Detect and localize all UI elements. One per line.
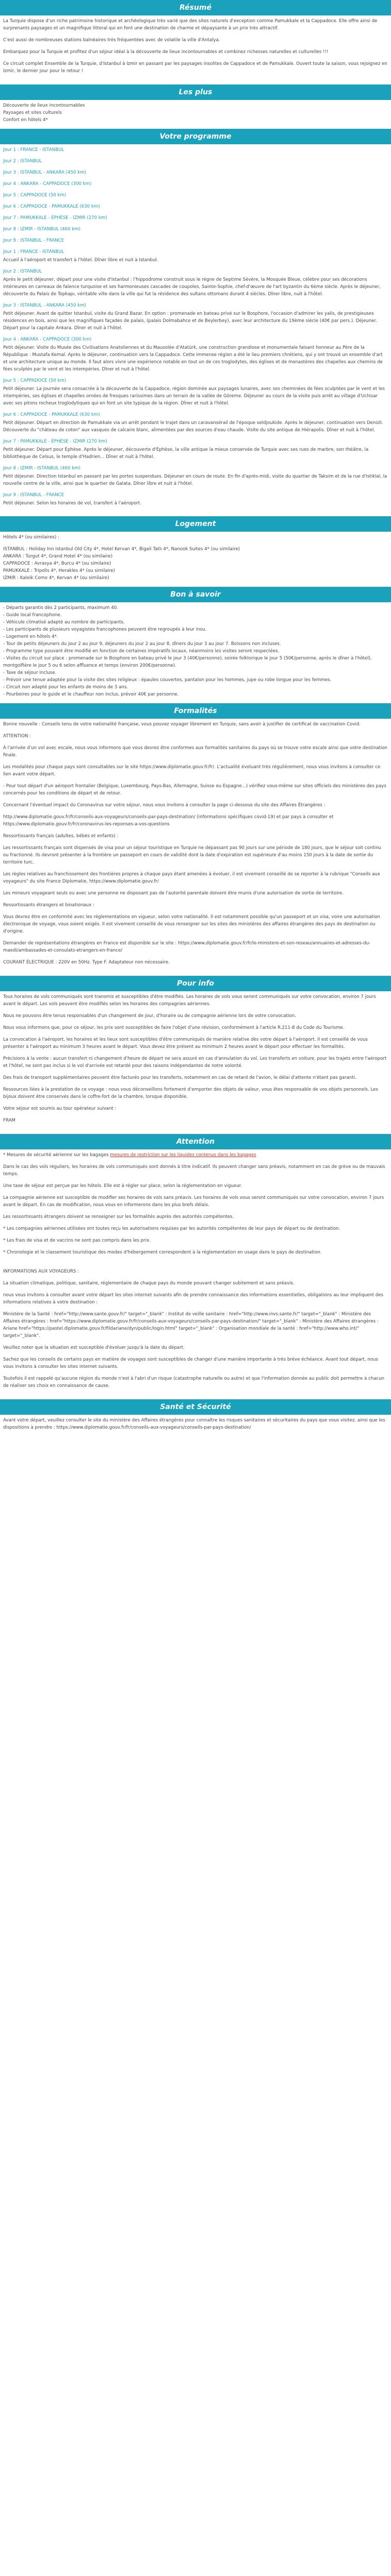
program-day-title: Jour 5 : CAPPADOCE (50 km) (3, 193, 67, 198)
section-title-sante-securite: Santé et Sécurité (0, 1399, 391, 1415)
program-day (3, 268, 388, 298)
bon-a-savoir-item: - Les participants de plusieurs voyagistes francophones peuvent être regroupés à leur insu. (3, 627, 207, 632)
pour-info-paragraph: Tous horaires de vols communiqués sont transmis et susceptibles d'être modifiés. Les horaires de vols vous seront communiqués sur votre convocation, environ 7 jours avant le départ. Les vols peuvent être modifiés selon les horaires des compagnies aériennes. (3, 994, 376, 1007)
logement-section (0, 532, 391, 587)
program-day-title: Jour 6 : CAPPADOCE - PAMUKKALE (630 km) (3, 412, 100, 417)
program-day-title: Jour 9 : ISTANBUL - FRANCE (3, 238, 64, 243)
program-day-description: Petit déjeuner. La journée sera consacrée à la découverte de la Cappadoce, région dominée aux paysages lunaires, avec ses cheminées de fées sculptées par le vent et les intempéries, ses églises et chapelles ornées de fresques rarissimes dans un terrain de la vallée de Göreme. Déjeuner au cours de la visite puis arrêt au village d'Uchisar avec ses pitons rocheux troglodytiques qui en font un site typique de la région. Dîner et nuit à l'hôtel. (3, 386, 385, 406)
bon-a-savoir-item: - Visites du circuit sur place : promenade sur le Bosphore en bateau privé le jour 3 (40€/personne), soirée folklorique le jour 5 (50€/personne, après le dîner à l'hôtel), montgolfière le jour 5 ou 6 selon affluence et temps (environ 200€/personne). (3, 656, 372, 668)
programme-section (0, 144, 391, 516)
formalites-paragraph: Demander de représentations étrangères en France est disponible sur le site : https://www.diplomatie.gouv.fr/fr/le-ministere-et-son-reseau/annuaires-et-adresses-du-maedi/ambassades-et-consulats-etrangers-en-france/ (3, 941, 371, 953)
pour-info-paragraph: Nous vous informons que, pour ce séjour, les prix sont susceptibles de faire l'objet d'une révision, conformément à l'article R.211-8 du Code du Tourisme. (3, 1025, 345, 1030)
attention-paragraph: Une taxe de séjour est perçue par les hôtels. Elle est à régler sur place, selon la réglementation en vigueur. (3, 1183, 242, 1189)
program-day-title: Jour 4 : ANKARA - CAPPADOCE (300 km) (3, 337, 92, 342)
pour-info-paragraph: FRAM (3, 1118, 15, 1123)
plus-item: Confort en hôtels 4* (3, 117, 48, 123)
informations-section (0, 1266, 391, 1399)
bon-a-savoir-item: - Guide local francophone. (3, 613, 62, 618)
resume-paragraph: C'est aussi de nombreuses stations balnéaires très fréquentées avec de volatile la ville d'Antalya. (3, 38, 220, 43)
bon-a-savoir-item: - Logement en hôtels 4*. (3, 634, 58, 639)
formalites-paragraph: - Pour tout départ d'un aéroport frontalier (Belgique, Luxembourg, Pays-Bas, Allemagne, Suisse ou Espagne...) vérifiez vous-même sur sites officiels des ministères des pays concernés pour les conditions de départ et de retour. (3, 784, 386, 796)
formalites-paragraph: COURANT ÉLECTRIQUE : 220V en 50Hz. Type F. Adaptateur non nécessaire. (3, 960, 170, 965)
bon-a-savoir-item: - Prévoir une tenue adaptée pour la visite des sites religieux : épaules couvertes, pantalon pour les hommes, jupe ou robe longue pour les femmes. (3, 677, 332, 683)
bon-a-savoir-item: - Programme type pouvant être modifié en fonction de certaines impératifs locaux, néanmoins les visites seront respectées. (3, 649, 280, 654)
program-day (3, 237, 388, 244)
program-day-title: Jour 8 : IZMIR - ISTANBUL (460 km) (3, 466, 81, 471)
program-day (3, 411, 388, 434)
formalites-paragraph: À l'arrivée d'un vol avec escale, nous vous informons que vous devrez être conformes aux formalités sanitaires du pays où se trouve votre escale ainsi que votre destination finale. (3, 745, 388, 758)
program-day-description: Petit déjeuner. Selon les horaires de vol, transfert à l'aéroport. (3, 501, 141, 506)
section-title-programme: Votre programme (0, 129, 391, 144)
formalites-paragraph: Les règles relatives au franchissement des frontières propres à chaque pays étant amenées à évoluer, il est vivement conseillé de se reporter à la rubrique "Conseils aux voyageurs" du site France Diplomatie, https://www.diplomatie.gouv.fr/ (3, 872, 380, 884)
section-title-logement: Logement (0, 516, 391, 532)
formalites-paragraph: Bonne nouvelle : Conseils tenu de votre nationalité française, vous pouvez voyager librement en Turquie, sans avoir à justifier de certificat de vaccination Covid. (3, 722, 361, 727)
resume-section (0, 15, 391, 84)
plus-item: Paysages et sites culturels (3, 110, 62, 115)
formalites-paragraph: Vous devrez être en conformité avec les réglementations en vigueur, selon votre nationalité. Il est notamment possible qu'un passeport et un visa, voire une autorisation électronique de voyage, vous soient exigés. Il est vivement conseillé de vous renseigner sur les sites des ministères des affaires étrangères des pays de destination ou d'origine. (3, 914, 380, 934)
program-day (3, 214, 388, 222)
program-day (3, 248, 388, 264)
section-title-formalites: Formalités (0, 703, 391, 719)
pour-info-paragraph: Des frais de transport supplémentaires peuvent être facturés pour les transferts, notamment en cas de retard de l'avion, le délai d'attente n'étant pas garanti. (3, 1075, 356, 1080)
program-day-title: Jour 5 : CAPPADOCE (50 km) (3, 378, 67, 383)
program-day (3, 158, 388, 165)
attention-paragraph: Les ressortissants étrangers doivent se renseigner sur les formalités auprès des autorités compétentes. (3, 1214, 234, 1219)
informations-title: INFORMATIONS AUX VOYAGEURS : (3, 1269, 79, 1274)
informations-paragraph: La situation climatique, politique, sanitaire, réglementaire de chaque pays du monde pouvant changer subitement et sans préavis. (3, 1281, 295, 1286)
attention-lead (3, 1151, 388, 1159)
attention-paragraph: La compagnie aérienne est susceptible de modifier ses horaires de vols sans préavis. Les horaires de vols vous seront communiqués sur votre convocation, environ 7 jours avant le départ. En cas de modification, nous vous en informerons dans les plus brefs délais. (3, 1195, 384, 1208)
program-day-title: Jour 6 : CAPPADOCE - PAMUKKALE (630 km) (3, 204, 100, 209)
plus-item: Découverte de lieux incontournables (3, 103, 85, 108)
bon-a-savoir-item: - Taxe de séjour incluse. (3, 670, 57, 675)
formalites-paragraph: Ressortissants étrangers et binationaux : (3, 903, 94, 908)
formalites-paragraph: ATTENTION : (3, 734, 31, 739)
bon-a-savoir-item: - Départs garantis dès 2 participants, maximum 40. (3, 605, 118, 611)
sante-paragraph: Avant votre départ, veuillez consulter le site du ministère des Affaires étrangères pour connaître les risques sanitaires et sécuritaires du pays que vous visitez, ainsi que les dispositions à prendre : https://www.diplomatie.gouv.fr/fr/conseils-aux-voyageurs/conseils-par-pays-destination/ (3, 1418, 385, 1430)
program-day (3, 203, 388, 210)
program-day-description: Petit déjeuner. Départ en direction de Pamukkale via un arrêt pendant le trajet dans un caravansérail de l'époque seldjoukide. Après le déjeuner, continuation vers Denizli. Découverte du "château de coton" aux vasques de calcaire blanc, alimentées par des sources d'eau chaude. Visite du site antique de Hiérapolis. Dîner et nuit à l'hôtel. (3, 420, 383, 433)
program-day (3, 336, 388, 373)
section-title-resume: Résumé (0, 0, 391, 15)
program-day-title: Jour 1 : FRANCE - ISTANBUL (3, 249, 64, 255)
attention-lead-text: * Mesures de sécurité aérienne sur les bagages (3, 1153, 110, 1158)
attention-paragraph: * Les compagnies aériennes utilisées ont toutes reçu les autorisations requises par les autorités compétentes de leur pays de départ ou de destination. (3, 1226, 340, 1231)
bon-a-savoir-item: - Circuit non adapté pour les enfants de moins de 3 ans. (3, 685, 128, 690)
program-day-title: Jour 9 : ISTANBUL - FRANCE (3, 493, 64, 498)
program-day-title: Jour 3 : ISTANBUL - ANKARA (450 km) (3, 303, 86, 308)
bon-a-savoir-item: - Véhicule climatisé adapté au nombre de participants. (3, 620, 125, 625)
resume-paragraph: La Turquie dispose d'un riche patrimoine historique et archéologique très varié que des sites naturels d'exception comme Pamukkale et la Cappadoce. Elle offre ainsi de surprenants paysages et un magnifique littoral qui en font une destination de charme et dépaysante à un prix très attractif. (3, 19, 378, 31)
logement-line: ANKARA : Turgut 4*, Grand Hotel 4* (ou similaire) (3, 554, 113, 559)
program-day (3, 192, 388, 199)
program-day-title: Jour 2 : ISTANBUL (3, 269, 42, 274)
plus-section (0, 100, 391, 129)
section-title-plus: Les plus (0, 84, 391, 100)
logement-line: CAPPADOCE : Avrasya 4*, Burcu 4* (ou similaire) (3, 561, 111, 566)
program-day (3, 226, 388, 233)
program-day (3, 377, 388, 407)
section-title-bon-a-savoir: Bon à savoir (0, 587, 391, 602)
sante-securite-section (0, 1415, 391, 1441)
pour-info-section (0, 991, 391, 1134)
informations-paragraph: Sachez que les conseils de certains pays en matière de voyages sont susceptibles de changer d'une manière importante à très brève échéance. Avant tout départ, nous vous invitons à consulter les sites internet suivants. (3, 1357, 378, 1369)
pour-info-paragraph: La convocation à l'aéroport, les horaires et les lieux sont susceptibles d'être communiqués de manière relative dès votre départ à l'aéroport. Il est conseillé de vous présenter à l'aéroport au minimum 3 heures avant le départ. Vous devez être présent au minimum 2 heures avant le départ pour effectuer les formalités. (3, 1037, 368, 1049)
formalites-paragraph: http://www.diplomatie.gouv.fr/fr/conseils-aux-voyageurs/conseils-par-pays-destination/ (informations spécifiques covid-19) et par pays à consulter et https://www.diplomatie.gouv.fr/fr/coronavirus-les-reponses-a-vos-questions (3, 815, 334, 827)
formalites-paragraph: Ressortissants français (adultes, bébés et enfants) : (3, 834, 119, 839)
attention-section (0, 1149, 391, 1266)
bon-a-savoir-item: - Pourboires pour le guide et le chauffeur non inclus, prévoir 40€ par personne. (3, 692, 179, 697)
pour-info-paragraph: Votre séjour est soumis au tour opérateur suivant : (3, 1106, 117, 1111)
resume-paragraph: Ce circuit complet Ensemble de la Turquie, d'Istanbul à Izmir en passant par les paysages insolites de Cappadoce et de Pamukkale. Ouvert toute la saison, vous rejoignez en Izmir, le dernier jour pour le retour ! (3, 61, 387, 74)
program-day (3, 180, 388, 188)
program-day-description: Petit déjeuner. Départ pour Éphèse. Après le déjeuner, découverte d'Éphèse, la ville antique la mieux conservée de Turquie avec ses rues de marbre, son théâtre, la bibliothèque de Celsus, le temple d'Hadrien... Dîner et nuit à l'hôtel. (3, 447, 369, 460)
attention-paragraph: Dans le cas des vols réguliers, les horaires de vols communiqués sont donnés à titre indicatif. Ils peuvent changer sans préavis, notamment en cas de grève ou de mauvais temps. (3, 1164, 385, 1177)
formalites-paragraph: Concernant l'éventuel impact du Coronavirus sur votre séjour, nous vous invitons à consulter la page ci-dessous du site des Affaires Étrangères : (3, 803, 325, 808)
informations-paragraph: Veuillez noter que la situation est susceptible d'évoluer jusqu'à la date du départ. (3, 1345, 185, 1350)
liquids-restriction-link[interactable]: mesures de restriction sur les liquides contenus dans les bagages (110, 1153, 256, 1158)
pour-info-paragraph: Précisions à la vente : aucun transfert ni changement d'heure de départ ne sera assuré en cas d'annulation du vol. Les transferts en voiture, pour les trajets entre l'aéroport et l'hôtel, ne sont pas inclus si le vol d'arrivée est retardé pour des raisons indépendantes de notre volonté. (3, 1056, 387, 1069)
logement-intro: Hôtels 4* (ou similaires) : (3, 535, 60, 540)
program-day (3, 492, 388, 507)
program-day (3, 169, 388, 176)
pour-info-paragraph: Nous ne pouvons être tenus responsables d'un changement de jour, d'horaire ou de compagnie aérienne lors de votre convocation. (3, 1013, 296, 1019)
program-day-title: Jour 4 : ANKARA - CAPPADOCE (300 km) (3, 181, 92, 187)
program-day (3, 146, 388, 154)
program-day (3, 302, 388, 332)
program-day-title: Jour 1 : FRANCE - ISTANBUL (3, 147, 64, 152)
program-day-description: Petit déjeuner. Direction Istanbul en passant par les portes suspendues. Déjeuner en cours de route. En fin d'après-midi, visite du quartier de Taksim et de la rue d'Istiklal, la nouvelle centre de la ville, ainsi que le quartier de Galata. Dîner libre et nuit à l'hôtel. (3, 474, 387, 486)
program-day-title: Jour 7 : PAMUKKALE - ÉPHÈSE - IZMIR (270 km) (3, 215, 107, 221)
formalites-paragraph: Les ressortissants français sont dispensés de visa pour un séjour touristique en Turquie ne dépassant pas 90 jours sur une période de 180 jours, que le séjour soit continu ou fractionné. Ils devront présenter à la frontière un passeport en cours de validité dont la date d'expiration est supérieure d'au moins 150 jours à la date de sortie du territoire turc. (3, 845, 381, 865)
program-day-title: Jour 7 : PAMUKKALE - ÉPHÈSE - IZMIR (270 km) (3, 439, 107, 444)
program-day (3, 465, 388, 487)
formalites-section (0, 719, 391, 976)
program-day-title: Jour 8 : IZMIR - ISTANBUL (460 km) (3, 227, 81, 232)
section-title-attention: Attention (0, 1134, 391, 1149)
informations-paragraph: Ministère de la Santé : href="http://www.sante.gouv.fr/" target="_blank" : Institut de veille sanitaire : href="http://www.invs.sante.fr/" target="_blank" : Ministère des Affaires étrangères : href="https://www.diplomatie.gouv.fr/fr/conseils-aux-voyageurs/conseils-par-pays-destination/" target="_blank" : Ministère des Affaires étrangères : Ariane href="https://pastel.diplomatie.gouv.fr/fildariane/dyn/public/login.html" target="_blank" : Organisation mondiale de la santé : href="http://www.who.int/" target="_blank". (3, 1312, 379, 1338)
program-day-description: Petit déjeuner. Visite du Musée des Civilisations Anatoliennes et du Mausolée d'Atatürk, une construction grandiose et monumentale faisant honneur au Père de la République : Mustafa Kemal. Après le déjeuner, continuation vers la Cappadoce. Cette immense région a été le lieu premiers chrétiens, qui y ont trouvé un ensemble d'art et une architecture unique au monde. Il faut alors vivre une expérience notable en tout un de ces troglodytes, des églises et de monastères des chapelles aux chemins de fées sculptés par le vent et les intempéries. Dîner et nuit à l'hôtel. (3, 345, 383, 372)
attention-paragraph: * Chronologie et le classement touristique des modes d'hébergement correspondent à la réglementation en usage dans le pays de destination. (3, 1250, 322, 1255)
program-day-title: Jour 3 : ISTANBUL - ANKARA (450 km) (3, 170, 86, 175)
bon-a-savoir-section (0, 602, 391, 703)
informations-paragraph: nous vous invitons à consulter avant votre départ les sites internet suivants afin de prendre connaissance des informations essentielles, obligations au leur impliquent des informations relatives à votre destination : (3, 1293, 384, 1305)
program-day-description: Accueil à l'aéroport et transfert à l'hôtel. Dîner libre et nuit à Istanbul. (3, 258, 158, 263)
informations-paragraph: Toutefois il est rappelé qu'aucune région du monde n'est à l'abri d'un risque (catastrophe naturelle ou autre) et que l'information donnée au public doit permettre à chacun de réaliser ses choix en connaissance de cause. (3, 1376, 385, 1388)
logement-line: IZMIR : Kaleik Como 4*, Kervan 4* (ou similaire) (3, 575, 109, 581)
program-day (3, 438, 388, 461)
resume-paragraph: Embarquez pour la Turquie et profitez d'un séjour idéal à la découverte de lieux incontournables et combinez richesses naturelles et culturelles !!! (3, 49, 329, 55)
logement-line: PAMUKKALE : Tripolis 4*, Herakles 4* (ou similaire) (3, 568, 115, 573)
attention-paragraph: * Les frais de visa et de vaccins ne sont pas compris dans les prix. (3, 1238, 151, 1243)
formalites-paragraph: Les modalités pour chaque pays sont consultables sur le site https://www.diplomatie.gouv.fr/fr/. L'actualité évoluant très régulièrement, nous vous invitons à consulter ce lien avant votre départ. (3, 765, 381, 777)
program-day-title: Jour 2 : ISTANBUL (3, 159, 42, 164)
program-day-description: Après le petit déjeuner, départ pour une visite d'Istanbul : l'hippodrome construit sous le règne de Septime Sévère, la Mosquée Bleue, célèbre pour ses décorations intérieures en carreaux de faïence turquoise et ses harmonieuses cascades de coupoles, Sainte-Sophie, chef-d'œuvre de l'art byzantin du 6ème siècle. Après le déjeuner, découverte du Palais de Topkapı, véritable ville dans la ville qui fut la résidence des sultans ottomans durant 4 siècles. Dîner libre, nuit à l'hôtel. (3, 277, 381, 297)
pour-info-paragraph: Ressources liées à la prestation de ce voyage : nous vous déconseillons fortement d'emporter des objets de valeur, vous êtes responsable de vos objets personnels. Les bijoux doivent être conservés dans le coffre-fort de la chambre, lorsque disponible. (3, 1087, 378, 1099)
formalites-paragraph: Les mineurs voyageant seuls ou avec une personne ne disposant pas de l'autorité parentale doivent être munis d'une autorisation de sortie de territoire. (3, 891, 344, 896)
program-day-description: Petit déjeuner. Avant de quitter Istanbul, visite du Grand Bazar. En option : promenade en bateau privé sur le Bosphore, l'occasion d'admirer les yalis, de prestigieuses résidences en bois, ainsi que les magnifiques façades de palais, (palais Dolmabahce et de Beylerbey), avec leur architecture du 19ème siècle (40€ par pers.). Déjeuner. Départ pour la capitale Ankara. Dîner et nuit à l'hôtel. (3, 311, 377, 331)
section-title-pour-info: Pour info (0, 976, 391, 991)
bon-a-savoir-item: - Tour de petits déjeuners du jour 2 au jour 9, déjeuners du jour 2 au jour 8, dîners du jour 3 au jour 7. Boissons non incluses. (3, 641, 281, 647)
logement-line: ISTANBUL : Holiday Inn Istanbul Old City 4*, Hotel Kervan 4*, Bigali Tatlı 4*, Nanook Suites 4* (ou similaire) (3, 547, 240, 552)
